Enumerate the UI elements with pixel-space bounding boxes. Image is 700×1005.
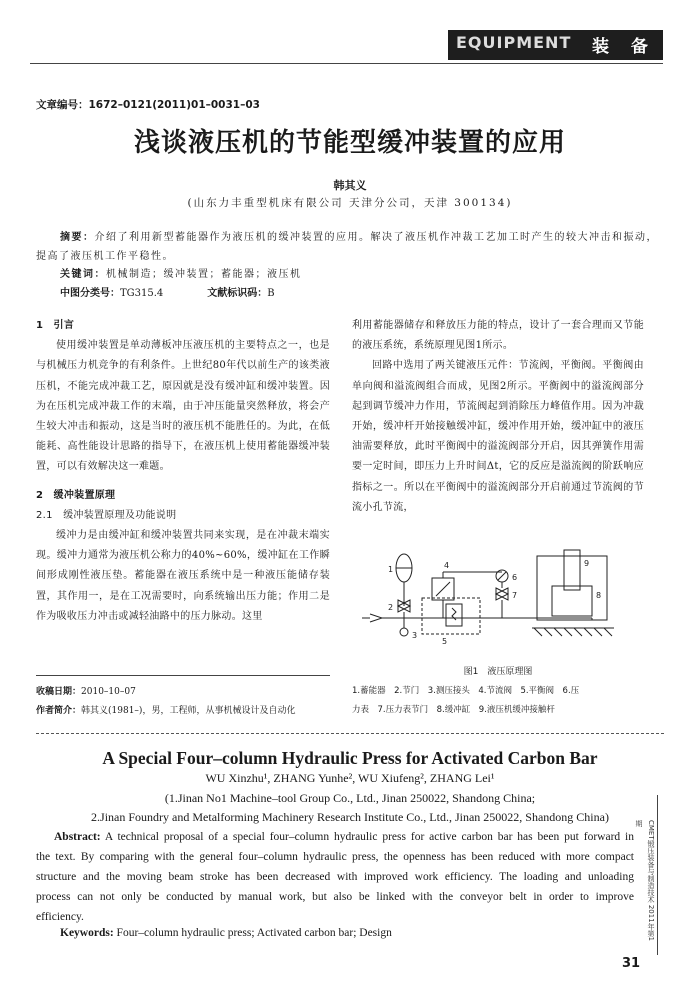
figure-label-1: 1	[388, 565, 394, 574]
section-banner-en: EQUIPMENT	[456, 33, 572, 52]
author-affiliation: (山东力丰重型机床有限公司 天津分公司，天津 300134)	[187, 197, 513, 209]
right-column	[352, 316, 644, 518]
left-column	[36, 316, 330, 627]
english-affiliation-2: 2.Jinan Foundry and Metalforming Machinery Research Institute Co., Ltd., Jinan 250022, Shandong China)	[91, 810, 609, 824]
english-keywords-text: Four–column hydraulic press; Activated carbon bar; Design	[113, 927, 392, 939]
paper-title: 浅谈液压机的节能型缓冲装置的应用	[133, 128, 566, 158]
figure-label-7: 7	[512, 591, 518, 600]
figure-label-9: 9	[584, 559, 590, 568]
english-abstract-text: A technical proposal of a special four–column hydraulic press for active carbon bar has been put forward in the text. By comparing with the general four–column hydraulic press, the openness has been reduced with more compact structure and the moving beam stroke has been decreased with improved work efficiency. The loading and unloading process can not only be conducted by manual work, but also be linked with the conveyor belt in order to improve efficiency.	[36, 831, 634, 923]
english-abstract-label: Abstract:	[54, 831, 101, 843]
received-date	[36, 684, 136, 697]
figure-label-6: 6	[512, 573, 518, 582]
footnote-rule	[36, 675, 330, 676]
journal-side-label: CMET锻压装备与制造技术 2011年第1期	[635, 820, 655, 942]
author-name: 韩其义	[333, 179, 367, 192]
figure-label-8: 8	[596, 591, 602, 600]
clc-value: TG315.4	[120, 288, 164, 299]
doc-code-label: 文献标识码：	[207, 288, 268, 299]
test-port-symbol	[400, 628, 408, 636]
section-banner-cn: 装 备	[592, 37, 656, 57]
english-title: A Special Four–column Hydraulic Press for Activated Carbon Bar	[102, 748, 598, 768]
article-number: 文章编号：1672–0121(2011)01–0031–03	[36, 99, 260, 111]
check-valve-symbol	[370, 614, 382, 622]
figure-label-5: 5	[442, 637, 448, 646]
buffer-cylinder-symbol	[537, 556, 607, 620]
figure-label-4: 4	[444, 561, 450, 570]
doc-code-value: B	[267, 288, 275, 299]
section-1-paragraph: 使用缓冲装置是单动薄板冲压液压机的主要特点之一，也是与机械压力机竞争的有利条件。上世纪80年代以前生产的该类液压机，不能完成冲裁工艺，原因就是没有缓冲缸和缓冲装置。因为在压机完成冲裁工作的末端，由于冲压能量突然释放，将会产生较大冲击和振动，这是当时的液压机不能胜任的。为此，在低能耗、高性能设计思路的指导下，在液压机上使用蓄能器缓冲装置，可以有效解决这一难题。	[36, 340, 330, 473]
figure-legend-line-1: 1.蓄能器 2.节门 3.测压接头 4.节流阀 5.平衡阀 6.压	[352, 686, 580, 696]
figure-label-3: 3	[412, 631, 418, 640]
balance-valve-symbol	[422, 598, 480, 634]
keywords	[60, 265, 302, 284]
english-authors: WU Xinzhu¹, ZHANG Yunhe², WU Xiufeng², ZHANG Lei¹	[205, 771, 495, 785]
article-divider	[36, 733, 664, 734]
right-paragraph-2: 回路中选用了两关键液压元件：节流阀，平衡阀。平衡阀由单向阀和溢流阀组合而成，见图2所示。平衡阀中的溢流阀部分起到调节缓冲力作用，节流阀起到消除压力峰值作用。因为冲裁开始，缓冲杆开始接触缓冲缸，缓冲作用开始，缓冲缸中的液压油需要释放，此时平衡阀中的溢流阀部分开启，因其弹簧作用需要一定时间，即压力上升时间Δt，它的反应是溢流阀的阶跃响应指标之一。所以在平衡阀中的溢流阀部分开启前通过节流阀的节流小孔节流，	[352, 360, 644, 513]
english-affiliation-1: (1.Jinan No1 Machine–tool Group Co., Ltd., Jinan 250022, Shandong China;	[164, 791, 536, 805]
side-rule	[657, 795, 658, 955]
abstract-text: 介绍了利用新型蓄能器作为液压机的缓冲装置的应用。解决了液压机作冲裁工艺加工时产生的较大冲击和振动，提高了液压机工作平稳性。	[36, 232, 658, 262]
english-abstract	[36, 827, 634, 927]
section-2-1-heading: 2.1 缓冲装置原理及功能说明	[36, 509, 177, 521]
gauge-valve-symbol	[496, 588, 508, 600]
header-rule	[30, 63, 663, 64]
author-bio-label: 作者简介：	[36, 706, 82, 716]
right-paragraph-1: 利用蓄能器储存和释放压力能的特点，设计了一套合理而又节能的液压系统，系统原理见图1所示。	[352, 320, 644, 352]
section-2-heading: 2 缓冲装置原理	[36, 489, 116, 501]
keywords-text: 机械制造；缓冲装置；蓄能器；液压机	[106, 269, 302, 280]
english-keywords	[60, 927, 392, 939]
received-date-label: 收稿日期：	[36, 687, 82, 697]
classification	[60, 284, 275, 303]
english-keywords-label: Keywords:	[60, 927, 114, 939]
author-bio	[36, 703, 295, 716]
author-bio-text: 韩其义(1981–)，男，工程师，从事机械设计及自动化	[81, 706, 296, 716]
figure-caption: 图1 液压原理图	[463, 667, 533, 677]
abstract	[36, 228, 664, 266]
figure-label-2: 2	[388, 603, 394, 612]
section-1-heading: 1 引言	[36, 320, 75, 331]
clc-label: 中图分类号：	[60, 288, 120, 299]
page-number: 31	[622, 956, 641, 971]
abstract-label: 摘要：	[60, 232, 95, 243]
keywords-label: 关键词：	[60, 269, 106, 280]
received-date-value: 2010–10–07	[81, 687, 136, 697]
section-2-1-paragraph: 缓冲力是由缓冲缸和缓冲装置共同来实现，是在冲裁末端实现。缓冲力通常为液压机公称力的40%~60%，缓冲缸在工作瞬间形成刚性液压垫。蓄能器在液压系统中是一种液压能储存装置，其作用一，是在工况需要时，向系统输出压力能；作用二是作为吸收压力冲击或减轻油路中的压力脉动。这里	[36, 530, 330, 622]
figure-legend-line-2: 力表 7.压力表节门 8.缓冲缸 9.液压机缓冲接触杆	[352, 705, 555, 715]
hydraulic-schematic-figure	[352, 548, 644, 660]
